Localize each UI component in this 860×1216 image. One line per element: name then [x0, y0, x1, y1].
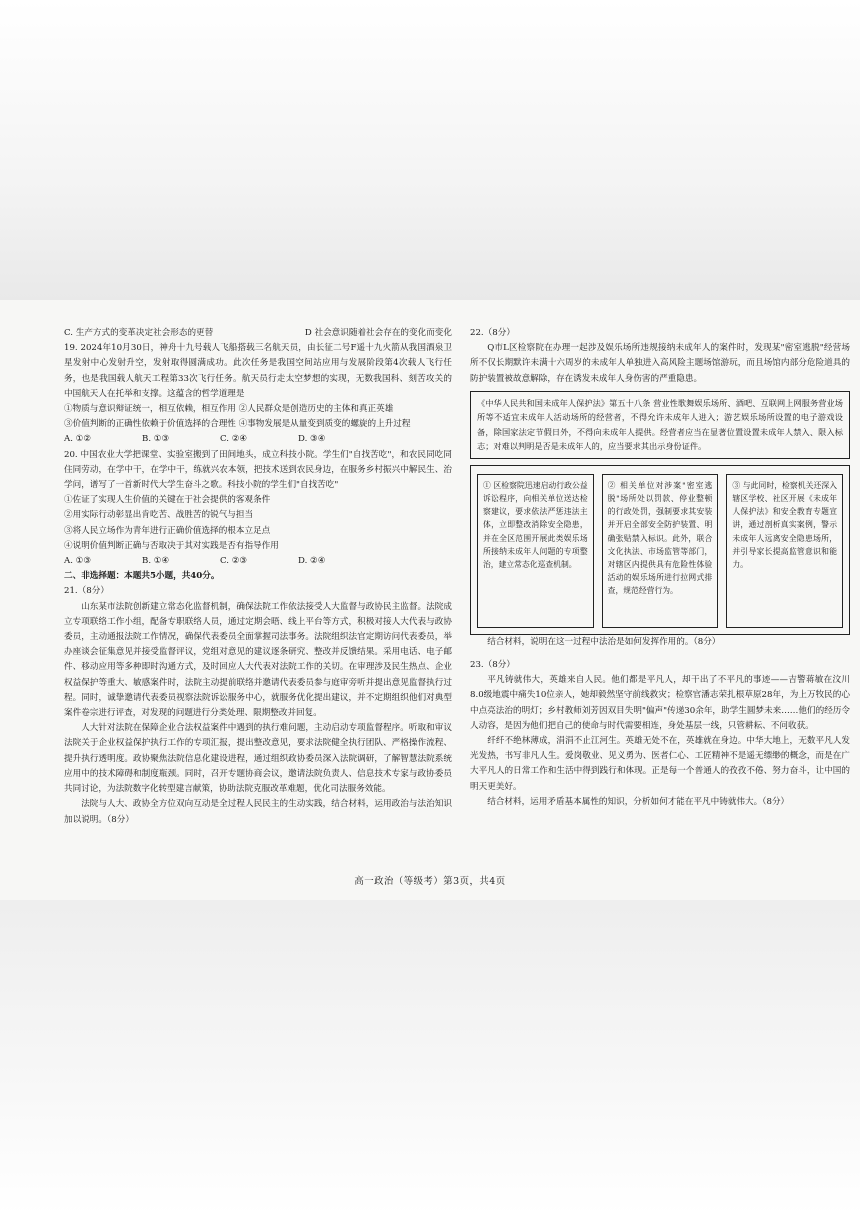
q19-item-row-1: ①物质与意识辩证统一，相互依赖，相互作用 ②人民群众是创造历史的主体和真正英雄	[64, 404, 394, 415]
q18-options-cd	[64, 326, 452, 341]
q20-options	[64, 554, 452, 569]
q20-item-1: ①佐证了实现人生价值的关键在于社会提供的客观条件	[64, 495, 271, 506]
law-excerpt-box	[470, 391, 850, 459]
q18-option-d: D 社会意识随着社会存在的变化而变化	[304, 328, 452, 338]
q22-question: 结合材料，说明在这一过程中法治是如何发挥作用的。（8分）	[487, 636, 721, 647]
action-cell-2-text: ② 相关单位对涉案"密室逃脱"场所处以罚款、停业整顿的行政处罚，强制要求其安装并开启全部安全防护装置、明确张贴禁入标识。此外，联合文化执法、市场监管等部门，对辖区内提供具有危险性体验活动的娱乐场所进行拉网式排查，规范经营行为。	[607, 480, 713, 596]
q20-item-3: ③将人民立场作为青年进行正确价值选择的根本立足点	[64, 525, 271, 536]
action-cell-education	[726, 474, 843, 628]
q19-options	[64, 432, 452, 447]
q22-heading: 22.（8分）	[470, 328, 515, 338]
section-2-heading: 二、非选择题：本题共5小题，共40分。	[64, 571, 220, 582]
q19-option-b: B. ①③	[142, 434, 170, 445]
q21-question: 法院与人大、政协全方位双向互动是全过程人民民主的生动实践，结合材料，运用政治与法治知识加以说明。（8分）	[64, 799, 452, 825]
q19-option-a: A. ①②	[64, 434, 92, 445]
q20-option-d: D. ②④	[298, 556, 326, 567]
scan-margin-bottom	[0, 900, 860, 1216]
q23-heading: 23.（8分）	[470, 660, 515, 671]
action-cell-procuratorate	[477, 474, 594, 628]
actions-box	[470, 465, 850, 635]
q20-option-b: B. ①④	[142, 556, 170, 567]
action-cell-3-text: ③ 与此同时，检察机关还深入辖区学校、社区开展《未成年人保护法》和安全教育专题宣讲，通过剖析真实案例，警示未成年人远离安全隐患场所，并引导家长提高监管意识和能力。	[732, 480, 838, 570]
q18-option-c: C. 生产方式的变革决定社会形态的更替	[64, 328, 214, 338]
page-footer: 高一政治（等级考）第3页，共4页	[354, 876, 506, 887]
q21-paragraph-2: 人大针对法院在保障企业合法权益案件中遇到的执行难问题，主动启动专项监督程序。听取和审议法院关于企业权益保护执行工作的专项汇报，提出整改意见，要求法院健全执行团队、严格操作流程、提升执行透明度。政协聚焦法院信息化建设进程，通过组织政协委员深入法院调研，了解智慧法院系统应用中的技术障碍和制度瓶颈。同时，召开专题协商会议，邀请法院负责人、信息技术专家与政协委员共同讨论，为法院数字化转型建言献策，协助法院克服改革难题，优化司法服务效能。	[64, 723, 452, 795]
q21-paragraph-1: 山东某市法院创新建立常态化监督机制，确保法院工作依法接受人大监督与政协民主监督。法院成立专项联络工作小组，配备专职联络人员，通过定期会晤、线上平台等方式，积极对接人大代表与政协委员，主动通报法院工作情况，确保代表委员全面掌握司法事务。法院组织法官定期访问代表委员，举办座谈会征集意见并接受监督评议，党组对意见的建议逐条研究、整改并反馈结果。采用电话、电子邮件、移动应用等多种即时沟通方式，及时回应人大代表对法院工作的关切。在审理涉及民生热点、企业权益保护等重大、敏感案件时，法院主动提前联络并邀请代表委员参与庭审旁听并提出意见监督执行过程。同时，诚挚邀请代表委员视察法院诉讼服务中心，就服务优化提出建议，并不定期组织他们对典型案件卷宗进行评查，对发现的问题进行分类处理、限期整改并回复。	[64, 601, 452, 719]
q23-paragraph-2: 纤纤不绝林薄成，涓涓不止江河生。英雄无处不在，英雄就在身边。中华大地上，无数平凡人发光发热，书写非凡人生。爱岗敬业、见义勇为、医者仁心、工匠精神不是遥无缥缈的概念，而是在广大平凡人的日常工作和生活中得到践行和体现。正是每一个普通人的孜孜不倦、努力奋斗，让中国的明天更美好。	[470, 736, 850, 792]
right-column	[470, 326, 850, 810]
law-excerpt-text: 《中华人民共和国未成年人保护法》第五十八条 营业性歌舞娱乐场所、酒吧、互联网上网服务营业场所等不适宜未成年人活动场所的经营者，不得允许未成年人进入；游艺娱乐场所设置的电子游戏设备，除国家法定节假日外，不得向未成年人提供。经营者应当在显著位置设置未成年人禁入、限入标志；对难以判明是否是未成年人的，应当要求其出示身份证件。	[477, 397, 843, 452]
q20-item-4: ④说明价值判断正确与否取决于其对实践是否有指导作用	[64, 540, 279, 551]
q19-item-row-2: ③价值判断的正确性依赖于价值选择的合理性 ④事物发展是从量变到质变的螺旋的上升过程	[64, 419, 411, 430]
action-cell-departments	[602, 474, 719, 628]
q20-option-a: A. ①③	[64, 556, 92, 567]
q21-heading: 21.（8分）	[64, 586, 109, 597]
q19-stem: 19. 2024年10月30日，神舟十九号载人飞船搭载三名航天员，由长征二号F遥十九火箭从我国酒泉卫星发射中心发射升空，发射取得圆满成功。此次任务是我国空间站应用与发展阶段第4次载人飞行任务，也是我国载人航天工程第33次飞行任务。航天员行走太空梦想的实现，无数我国科、刻苦攻关的中国航天人在托举和支撑。这蕴含的哲学道理是	[64, 343, 452, 399]
spacer	[470, 650, 850, 658]
q20-stem: 20. 中国农业大学把课堂、实验室搬到了田间地头，成立科技小院。学生们"自找苦吃"，和农民同吃同住同劳动，在学中干，在学中干，练就兴农本领，把技术送到农民身边，在服务乡村振兴中解民生、治学问，谱写了一首新时代大学生奋斗之歌。科技小院的学生们"自找苦吃"	[64, 449, 452, 491]
q23-question: 结合材料，运用矛盾基本属性的知识，分析如何才能在平凡中铸就伟大。（8分）	[487, 796, 790, 807]
q19-option-d: D. ③④	[298, 434, 326, 445]
q20-option-c: C. ②③	[220, 556, 248, 567]
left-column	[64, 326, 452, 828]
q20-item-2: ②用实际行动彰显出肯吃苦、战胜苦的锐气与担当	[64, 510, 254, 521]
q22-paragraph: Q市L区检察院在办理一起涉及娱乐场所违规接纳未成年人的案件时，发现某"密室逃脱"经营场所不仅长期默许未满十六周岁的未成年人单独进入高风险主题场馆游玩，而且场馆内部分危险道具的防护装置被故意解除，存在诱发未成年人身伤害的严重隐患。	[470, 343, 850, 384]
q23-paragraph-1: 平凡铸就伟大，英雄来自人民。他们都是平凡人，却干出了不平凡的事迹——吉警蒋敏在汶川8.0级地震中痛失10位亲人，她却毅然坚守前线救灾；检察官潘志荣扎根草原28年，为上万牧民的心中点亮法治的明灯；乡村教师刘芳因双目失明"偏声"传递30余年，助学生圆梦未来……他们的经历令人动容，是因为他们把自己的使命与时代需要相连，身处基层一线，只管耕耘、不问收获。	[470, 675, 850, 731]
q19-option-c: C. ②④	[220, 434, 248, 445]
action-cell-1-text: ① 区检察院迅速启动行政公益诉讼程序，向相关单位送达检察建议，要求依法严惩违法主体，立即整改消除安全隐患，并在全区范围开展此类娱乐场所接纳未成年人问题的专项整治，建立常态化巡查机制。	[483, 480, 588, 570]
scan-margin-top	[0, 0, 860, 300]
